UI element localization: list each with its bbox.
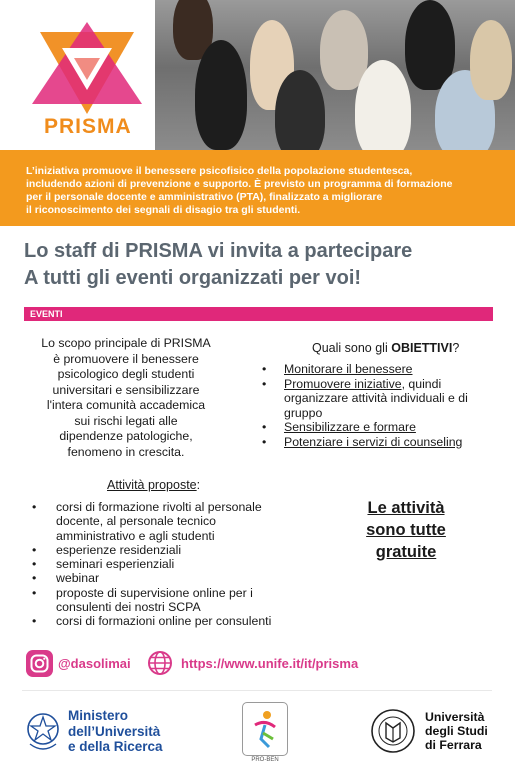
- activities-title-text: Attività proposte: [107, 478, 197, 492]
- objective-rest: , quindi organizzare attività individuali e di gruppo: [284, 376, 468, 420]
- banner-line: per il personale docente e amministrativo (PTA), finalizzato a migliorare: [26, 191, 383, 203]
- intro-line: sui rischi legati alle: [74, 413, 178, 428]
- intro-line: universitari e sensibilizzare: [52, 382, 200, 397]
- instagram-icon[interactable]: [26, 650, 53, 677]
- objective-underlined: Promuovere iniziative: [284, 376, 402, 391]
- ministry-line-2: dell’Università: [68, 723, 161, 739]
- intro-line: dipendenze patologiche,: [59, 429, 193, 443]
- activities-title-suffix: :: [196, 478, 201, 492]
- headline-line-1: Lo staff di PRISMA vi invita a partecipare: [24, 240, 413, 262]
- instagram-handle-link[interactable]: @dasolimai: [58, 656, 131, 671]
- banner-line: L’iniziativa promuove il benessere psicofisico della popolazione studentesca,: [26, 165, 413, 177]
- university-line-3: di Ferrara: [425, 738, 482, 752]
- headline: [24, 238, 412, 292]
- intro-line: l'intera comunità accademica: [46, 398, 206, 412]
- banner-line: includendo azioni di prevenzione e supporto. È previsto un programma di formazione: [26, 178, 453, 190]
- free-line-3: gratuite: [375, 543, 437, 561]
- ministry-line-3: e della Ricerca: [68, 739, 163, 754]
- students-photo: [155, 0, 515, 150]
- intro-line: è promuovere il benessere: [53, 351, 199, 366]
- objectives-title: [312, 341, 459, 355]
- prisma-logo-text: PRISMA: [44, 115, 132, 138]
- ministry-name: [68, 708, 163, 755]
- intro-line: Lo scopo principale di PRISMA: [41, 336, 211, 350]
- university-name: [425, 710, 488, 752]
- objective-underlined: Potenziare i servizi di counseling: [284, 434, 463, 449]
- university-line-1: Università: [425, 710, 485, 724]
- objectives-title-prefix: Quali sono gli: [312, 341, 392, 355]
- activities-list: [32, 500, 294, 629]
- university-line-2: degli Studi: [425, 724, 488, 738]
- intro-banner: [0, 150, 515, 226]
- footer-divider: [22, 690, 492, 691]
- globe-icon[interactable]: [146, 649, 174, 677]
- intro-line: fenomeno in crescita.: [67, 444, 185, 459]
- objective-item: [262, 362, 494, 377]
- activity-item: • proposte di supervisione online per i consulenti dei nostri SCPA: [32, 586, 294, 615]
- objective-item: [262, 377, 494, 421]
- free-line-1: Le attività: [367, 499, 445, 517]
- activity-item: • corsi di formazioni online per consulenti: [32, 614, 294, 628]
- objective-underlined: Monitorare il benessere: [284, 362, 413, 376]
- section-bar-eventi: EVENTI: [24, 307, 493, 321]
- website-link[interactable]: https://www.unife.it/it/prisma: [181, 656, 359, 671]
- activities-title: [107, 478, 200, 492]
- activity-item: • webinar: [32, 571, 294, 585]
- intro-text: [26, 336, 226, 460]
- italian-republic-emblem-icon: [24, 708, 62, 754]
- proben-label: PRO-BEN: [251, 757, 279, 763]
- banner-line: il riconoscimento dei segnali di disagio tra gli studenti.: [26, 204, 301, 216]
- objective-item: [262, 435, 494, 450]
- objectives-title-suffix: ?: [452, 341, 460, 355]
- free-activities-notice: [345, 497, 467, 563]
- proben-logo: [242, 702, 288, 756]
- ministry-line-1: Ministero: [68, 708, 129, 723]
- objective-underlined: Sensibilizzare e formare: [284, 420, 416, 434]
- activity-item: • seminari esperienziali: [32, 557, 294, 571]
- university-seal-icon: [370, 708, 416, 754]
- intro-line: psicologico degli studenti: [57, 367, 195, 381]
- activity-item: • esperienze residenziali: [32, 543, 294, 557]
- activity-item: • corsi di formazione rivolti al personale docente, al personale tecnico amministrativo e agli studenti: [32, 500, 294, 543]
- objectives-title-bold: OBIETTIVI: [391, 341, 453, 355]
- objective-item: [262, 420, 494, 435]
- headline-line-2: A tutti gli eventi organizzati per voi!: [24, 267, 362, 289]
- objectives-list: [262, 362, 494, 449]
- free-line-2: sono tutte: [366, 521, 446, 539]
